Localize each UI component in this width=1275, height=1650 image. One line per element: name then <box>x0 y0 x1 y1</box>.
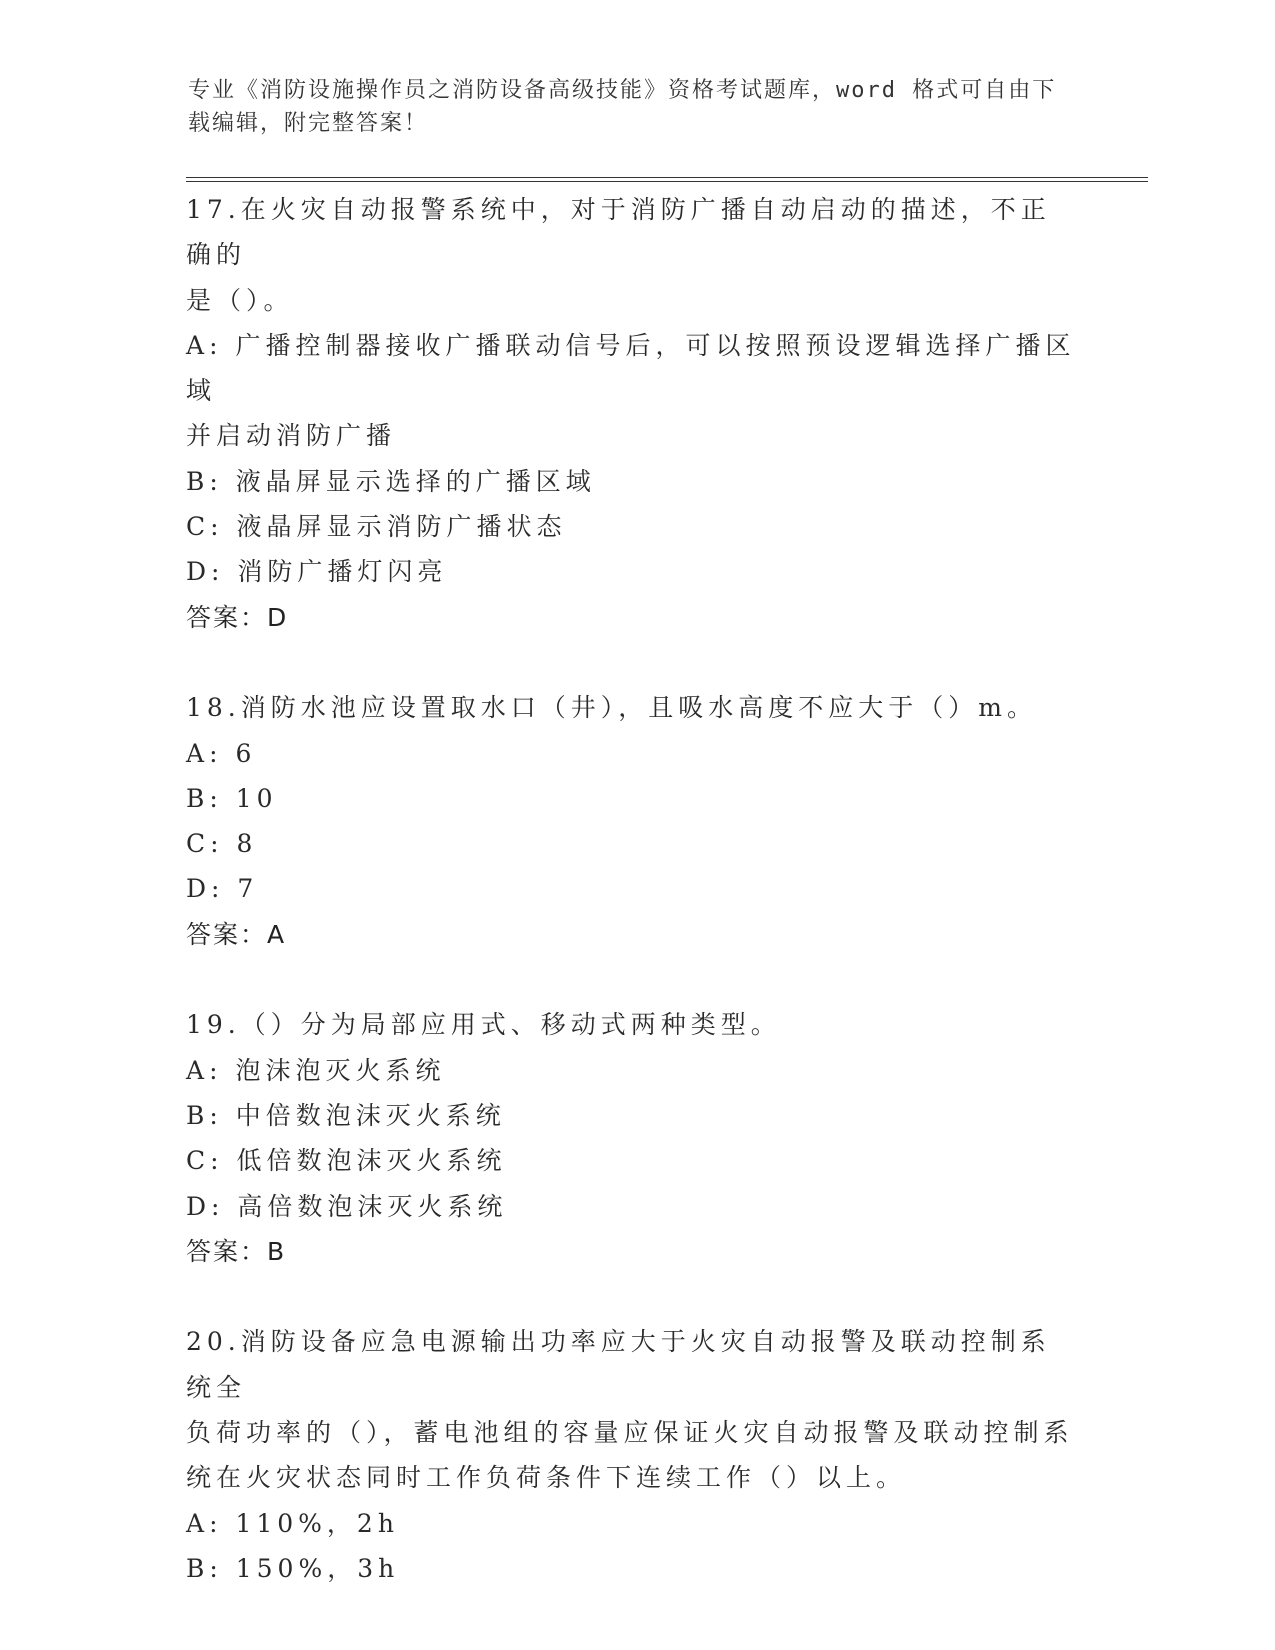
option-letter: D : <box>186 557 237 586</box>
header-divider-bottom <box>186 181 1148 182</box>
option-letter: B : <box>186 1554 236 1583</box>
option-letter: C : <box>186 829 237 858</box>
answer-value: D <box>267 602 289 632</box>
option-letter: D : <box>186 1192 237 1221</box>
document-header <box>188 74 1068 140</box>
option-text: 液晶屏显示消防广播状态 <box>236 512 567 542</box>
question-stem: 18.消防水池应设置取水口（井），且吸水高度不应大于（）m。 <box>186 693 1037 723</box>
option-letter: B : <box>186 784 236 813</box>
question-stem: 20.消防设备应急电源输出功率应大于火灾自动报警及联动控制系统全 <box>186 1327 1051 1402</box>
answer-label: 答案： <box>186 919 268 949</box>
option-letter: B : <box>186 1101 236 1130</box>
answer-value: A <box>267 919 287 949</box>
answer-option <box>186 1048 1076 1093</box>
option-letter: A : <box>186 1056 235 1085</box>
option-text: 150%，3h <box>235 1553 400 1583</box>
answer-value: B <box>267 1236 287 1266</box>
header-divider-top <box>186 177 1148 178</box>
option-text: 液晶屏显示选择的广播区域 <box>235 466 596 496</box>
question-stem: 负荷功率的（），蓄电池组的容量应保证火灾自动报警及联动控制系 <box>186 1418 1074 1448</box>
question-block <box>186 1002 1076 1274</box>
option-letter: A : <box>186 1509 235 1538</box>
answer-option <box>186 776 1076 821</box>
option-text: 8 <box>236 829 258 859</box>
answer-label: 答案： <box>186 1236 268 1266</box>
option-text: 低倍数泡沫灭火系统 <box>236 1146 507 1176</box>
option-letter: A : <box>186 331 235 360</box>
answer-option <box>186 413 1076 458</box>
answer-option <box>186 1184 1076 1229</box>
answer-option <box>186 1501 1076 1546</box>
option-letter: D : <box>186 874 237 903</box>
answer-option <box>186 821 1076 866</box>
question-block <box>186 1319 1076 1591</box>
question-block <box>186 685 1076 957</box>
answer-option <box>186 1546 1076 1591</box>
answer-option <box>186 1093 1076 1138</box>
option-text: 泡沫泡灭火系统 <box>235 1055 446 1085</box>
question-block <box>186 187 1076 640</box>
answer-option <box>186 504 1076 549</box>
question-stem: 统在火灾状态同时工作负荷条件下连续工作（）以上。 <box>186 1463 907 1493</box>
option-text: 高倍数泡沫灭火系统 <box>237 1191 508 1221</box>
option-text: 广播控制器接收广播联动信号后，可以按照预设逻辑选择广播区域 <box>186 330 1076 406</box>
answer-line <box>186 595 1076 640</box>
answer-label: 答案： <box>186 602 268 632</box>
option-text: 110%，2h <box>235 1508 399 1538</box>
answer-option <box>186 459 1076 504</box>
answer-option <box>186 1138 1076 1183</box>
header-line-2: 载编辑，附完整答案！ <box>188 111 429 136</box>
option-letter: B : <box>186 467 236 496</box>
answer-option <box>186 549 1076 594</box>
answer-line <box>186 1229 1076 1274</box>
option-letter: A : <box>186 739 235 768</box>
option-text: 消防广播灯闪亮 <box>237 557 448 587</box>
option-text: 6 <box>235 738 257 768</box>
option-text: 7 <box>237 874 259 904</box>
answer-line <box>186 912 1076 957</box>
answer-option <box>186 866 1076 911</box>
question-list <box>186 187 1076 1637</box>
answer-option <box>186 731 1076 776</box>
option-letter: C : <box>186 512 237 541</box>
option-text: 并启动消防广播 <box>186 421 397 451</box>
option-letter: C : <box>186 1146 237 1175</box>
question-stem: 是（）。 <box>186 285 294 315</box>
option-text: 10 <box>235 783 278 813</box>
answer-option <box>186 323 1076 414</box>
question-stem: 19.（）分为局部应用式、移动式两种类型。 <box>186 1010 781 1040</box>
question-stem: 17.在火灾自动报警系统中，对于消防广播自动启动的描述，不正确的 <box>186 195 1051 270</box>
header-line-1: 专业《消防设施操作员之消防设备高级技能》资格考试题库，word 格式可自由下 <box>188 78 1057 103</box>
option-text: 中倍数泡沫灭火系统 <box>235 1100 506 1130</box>
